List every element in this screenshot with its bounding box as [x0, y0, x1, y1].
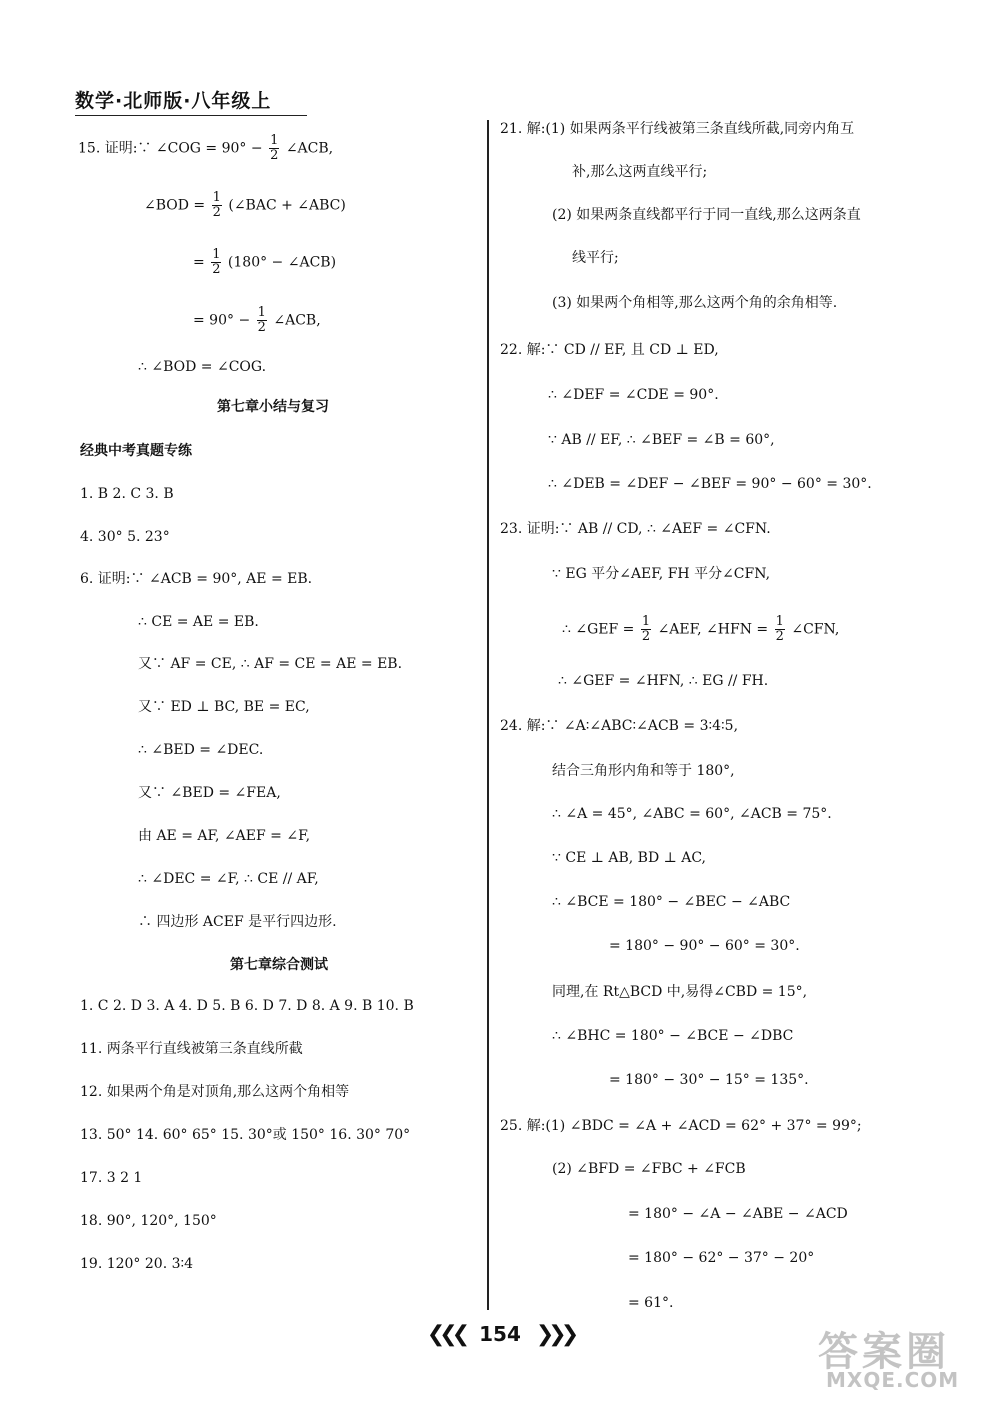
q15-line-1: 15. 证明:∵ ∠COG = 90° − $\frac{1}{2}$ ∠ACB,	[78, 133, 334, 163]
q23-line-1: 23. 证明:∵ AB // CD, ∴ ∠AEF = ∠CFN.	[500, 521, 771, 537]
q22-line: 22. 解:∵ CD // EF, 且 CD ⊥ ED,	[500, 342, 719, 358]
q23-line-2: ∵ EG 平分∠AEF, FH 平分∠CFN,	[552, 566, 771, 582]
q6-line: 又∵ AF = CE, ∴ AF = CE = AE = EB.	[138, 656, 403, 672]
q24-line: ∵ CE ⊥ AB, BD ⊥ AC,	[552, 850, 707, 866]
double-chevron-right-icon: ❯❯❯	[535, 1322, 574, 1347]
answer-line-19-20: 19. 120° 20. 3∶4	[80, 1256, 194, 1272]
q25-line: = 180° − 62° − 37° − 20°	[628, 1250, 815, 1266]
q6-line: 6. 证明:∵ ∠ACB = 90°, AE = EB.	[80, 571, 313, 587]
fraction: $\frac{1}{2}$	[257, 305, 266, 335]
q15-line-4: = 90° − $\frac{1}{2}$ ∠ACB,	[193, 305, 321, 335]
q24-line: = 180° − 90° − 60° = 30°.	[609, 938, 800, 954]
answer-line-17: 17. 3 2 1	[80, 1170, 143, 1186]
fraction: $\frac{1}{2}$	[212, 190, 221, 220]
q15-line-2: ∠BOD = $\frac{1}{2}$ (∠BAC + ∠ABC)	[144, 190, 346, 220]
q25-line: = 61°.	[628, 1295, 674, 1311]
answer-line-12: 12. 如果两个角是对顶角,那么这两个角相等	[80, 1084, 350, 1100]
fraction: $\frac{1}{2}$	[270, 133, 279, 163]
q6-line: ∴ ∠BED = ∠DEC.	[138, 742, 264, 758]
q25-line: (2) ∠BFD = ∠FBC + ∠FCB	[552, 1161, 746, 1177]
section-title-chapter-review: 第七章小结与复习	[217, 399, 329, 415]
q22-line: ∴ ∠DEB = ∠DEF − ∠BEF = 90° − 60° = 30°.	[548, 476, 872, 492]
answer-line-4-5: 4. 30° 5. 23°	[80, 529, 170, 545]
fraction: $\frac{1}{2}$	[775, 614, 784, 644]
answer-line-18: 18. 90°, 120°, 150°	[80, 1213, 217, 1229]
page-header-title: 数学·北师版·八年级上	[75, 86, 307, 116]
answer-line-11: 11. 两条平行直线被第三条直线所截	[80, 1041, 303, 1057]
q21-line: (3) 如果两个角相等,那么这两个角的余角相等.	[552, 295, 838, 311]
q21-line: 21. 解:(1) 如果两条平行线被第三条直线所截,同旁内角互	[500, 121, 855, 137]
q25-line: 25. 解:(1) ∠BDC = ∠A + ∠ACD = 62° + 37° = 99°;	[500, 1118, 862, 1134]
q6-line: 又∵ ∠BED = ∠FEA,	[138, 785, 281, 801]
q15-line-5: ∴ ∠BOD = ∠COG.	[138, 359, 267, 375]
subsection-title-exam-practice: 经典中考真题专练	[80, 443, 192, 459]
q6-line: 又∵ ED ⊥ BC, BE = EC,	[138, 699, 310, 715]
watermark-logo: 答案圈 MXQE.COM	[818, 1329, 960, 1392]
q24-line: ∴ ∠BHC = 180° − ∠BCE − ∠DBC	[552, 1028, 794, 1044]
q22-line: ∴ ∠DEF = ∠CDE = 90°.	[548, 387, 719, 403]
q23-line-4: ∴ ∠GEF = ∠HFN, ∴ EG // FH.	[558, 673, 769, 689]
q21-line: 补,那么这两直线平行;	[572, 164, 708, 180]
q6-line: ∴ ∠DEC = ∠F, ∴ CE // AF,	[138, 871, 319, 887]
q6-line: ∴ 四边形 ACEF 是平行四边形.	[138, 914, 337, 930]
q21-line: (2) 如果两条直线都平行于同一直线,那么这两条直	[552, 207, 861, 223]
q24-line: 结合三角形内角和等于 180°,	[552, 763, 735, 779]
q6-line: 由 AE = AF, ∠AEF = ∠F,	[138, 828, 311, 844]
double-chevron-left-icon: ❮❮❮	[426, 1322, 465, 1347]
q6-line: ∴ CE = AE = EB.	[138, 614, 259, 630]
answer-line-1-10: 1. C 2. D 3. A 4. D 5. B 6. D 7. D 8. A 9. B 10. B	[80, 998, 414, 1014]
q24-line: = 180° − 30° − 15° = 135°.	[609, 1072, 809, 1088]
fraction: $\frac{1}{2}$	[212, 247, 221, 277]
q23-line-3: ∴ ∠GEF = $\frac{1}{2}$ ∠AEF, ∠HFN = $\frac{1}{2}$ ∠CFN,	[562, 614, 840, 644]
page-number: ❮❮❮ 154 ❯❯❯	[426, 1322, 574, 1347]
answer-line-13-16: 13. 50° 14. 60° 65° 15. 30°或 150° 16. 30° 70°	[80, 1127, 411, 1143]
q24-line: ∴ ∠A = 45°, ∠ABC = 60°, ∠ACB = 75°.	[552, 806, 832, 822]
section-title-chapter-test: 第七章综合测试	[230, 957, 328, 973]
q22-line: ∵ AB // EF, ∴ ∠BEF = ∠B = 60°,	[548, 432, 775, 448]
q24-line: 同理,在 Rt△BCD 中,易得∠CBD = 15°,	[552, 984, 808, 1000]
column-divider	[487, 120, 489, 1310]
fraction: $\frac{1}{2}$	[641, 614, 651, 644]
q25-line: = 180° − ∠A − ∠ABE − ∠ACD	[628, 1206, 848, 1222]
q24-line: 24. 解:∵ ∠A∶∠ABC∶∠ACB = 3∶4∶5,	[500, 718, 739, 734]
q15-line-3: = $\frac{1}{2}$ (180° − ∠ACB)	[193, 247, 337, 277]
answer-line-1-3: 1. B 2. C 3. B	[80, 486, 174, 502]
q21-line: 线平行;	[572, 250, 619, 266]
q24-line: ∴ ∠BCE = 180° − ∠BEC − ∠ABC	[552, 894, 791, 910]
